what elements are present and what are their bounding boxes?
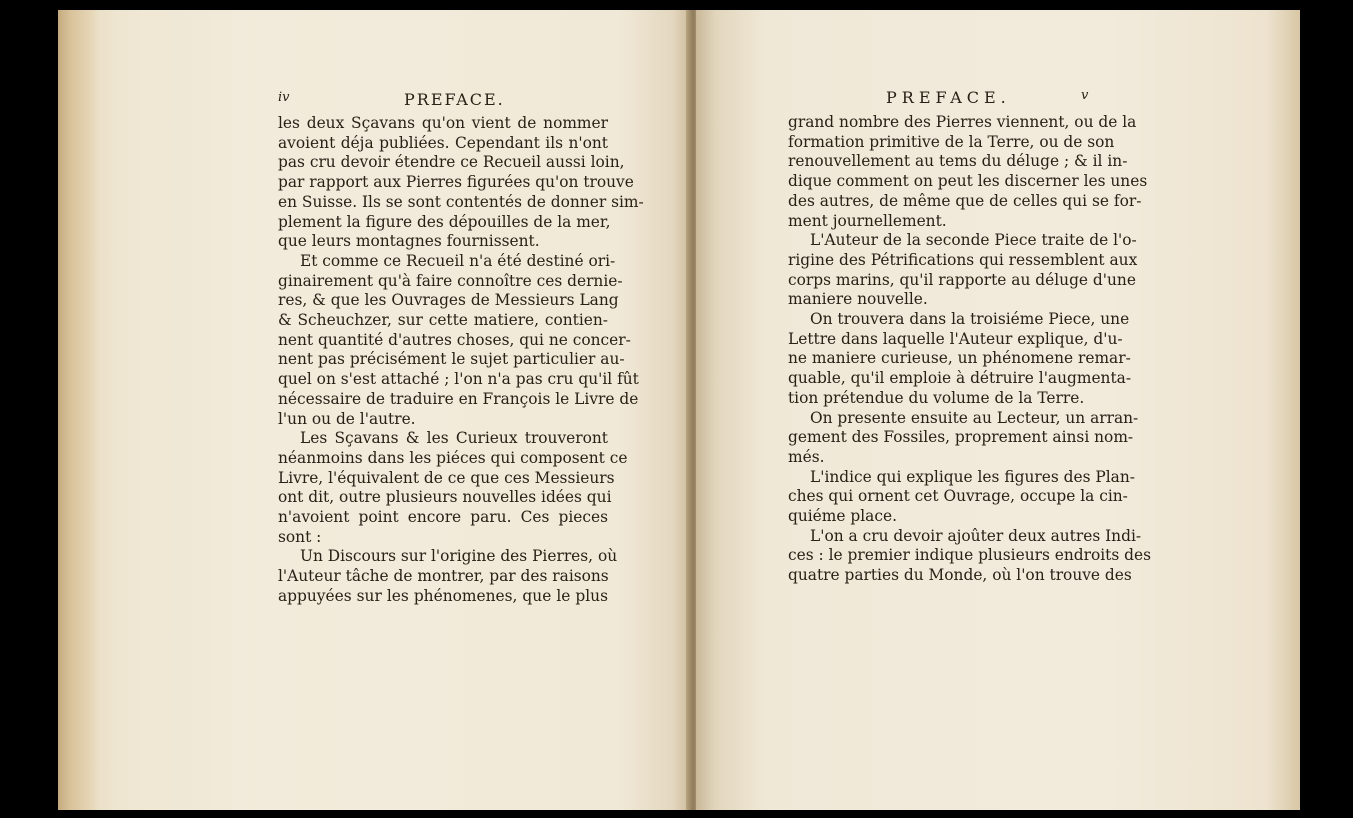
text-line: quiéme place. (788, 507, 897, 526)
text-line: que leurs montagnes fournissent. (278, 232, 540, 251)
text-line: gement des Fossiles, proprement ainsi nom- (788, 428, 1134, 447)
text-line: ment journellement. (788, 211, 947, 230)
text-line: quatre parties du Monde, où l'on trouve des (788, 566, 1132, 585)
text-line: quel on s'est attaché ; l'on n'a pas cru qu'il fût (278, 370, 639, 389)
text-line: tion prétendue du volume de la Terre. (788, 388, 1085, 407)
text-line: l'Auteur tâche de montrer, par des raisons (278, 567, 609, 586)
text-line: On trouvera dans la troisiéme Piece, une (810, 310, 1130, 329)
page-edge (58, 10, 98, 810)
right-page (696, 10, 1300, 810)
text-line: en Suisse. Ils se sont contentés de donner sim- (278, 192, 644, 211)
text-line: L'Auteur de la seconde Piece traite de l'o- (810, 231, 1137, 250)
running-head: PREFACE. (886, 88, 1011, 107)
text-line: Les Sçavans & les Curieux trouveront (300, 429, 608, 448)
text-line: més. (788, 447, 825, 466)
text-line: pas cru devoir étendre ce Recueil aussi loin, (278, 153, 625, 172)
text-line: quable, qu'il emploie à détruire l'augmenta- (788, 369, 1132, 388)
text-line: L'on a cru devoir ajoûter deux autres Indi- (810, 526, 1142, 545)
text-line: maniere nouvelle. (788, 290, 928, 309)
body-text (788, 113, 1152, 586)
text-line: ches qui ornent cet Ouvrage, occupe la cin- (788, 487, 1128, 506)
text-line: nent pas précisément le sujet particulier au- (278, 350, 625, 369)
page-number: iv (278, 90, 290, 105)
text-line: corps marins, qu'il rapporte au déluge d'une (788, 270, 1136, 289)
left-page (58, 10, 692, 810)
body-text (278, 114, 644, 607)
text-line: renouvellement au tems du déluge ; & il in- (788, 152, 1128, 171)
text-line: avoient déja publiées. Cependant ils n'ont (278, 133, 608, 152)
text-line: sont : (278, 527, 322, 546)
text-line: ces : le premier indique plusieurs endroits des (788, 546, 1152, 565)
text-line: appuyées sur les phénomenes, que le plus (278, 586, 608, 605)
text-line: Un Discours sur l'origine des Pierres, où (300, 547, 618, 566)
text-line: ginairement qu'à faire connoître ces dernie- (278, 271, 623, 290)
text-line: grand nombre des Pierres viennent, ou de la (788, 113, 1137, 131)
text-line: Lettre dans laquelle l'Auteur explique, d'u- (788, 329, 1123, 348)
text-line: dique comment on peut les discerner les unes (788, 172, 1148, 191)
text-line: par rapport aux Pierres figurées qu'on trouve (278, 173, 634, 192)
text-line: des autres, de même que de celles qui se for- (788, 191, 1142, 210)
text-line: ne maniere curieuse, un phénomene remar- (788, 349, 1131, 368)
text-line: nécessaire de traduire en François le Livre de (278, 389, 639, 408)
text-line: Livre, l'équivalent de ce que ces Messieurs (278, 468, 615, 487)
text-line: Et comme ce Recueil n'a été destiné ori- (300, 251, 616, 270)
text-line: n'avoient point encore paru. Ces pieces (278, 508, 608, 527)
running-head: PREFACE. (404, 90, 505, 109)
book-spread (58, 10, 1300, 810)
text-line: plement la figure des dépouilles de la mer, (278, 212, 611, 231)
page-number: v (1081, 88, 1089, 103)
text-line: les deux Sçavans qu'on vient de nommer (278, 114, 608, 132)
text-line: rigine des Pétrifications qui ressemblent aux (788, 250, 1138, 269)
text-line: ont dit, outre plusieurs nouvelles idées qui (278, 488, 612, 507)
text-line: formation primitive de la Terre, ou de son (788, 132, 1115, 151)
text-line: L'indice qui explique les figures des Plan- (810, 467, 1135, 486)
text-line: néanmoins dans les piéces qui composent ce (278, 448, 628, 467)
text-line: l'un ou de l'autre. (278, 409, 416, 428)
text-line: res, & que les Ouvrages de Messieurs Lang (278, 291, 619, 310)
text-line: On presente ensuite au Lecteur, un arran- (810, 408, 1139, 427)
text-line: nent quantité d'autres choses, qui ne concer- (278, 330, 631, 349)
text-line: & Scheuchzer, sur cette matiere, contien- (278, 311, 608, 330)
